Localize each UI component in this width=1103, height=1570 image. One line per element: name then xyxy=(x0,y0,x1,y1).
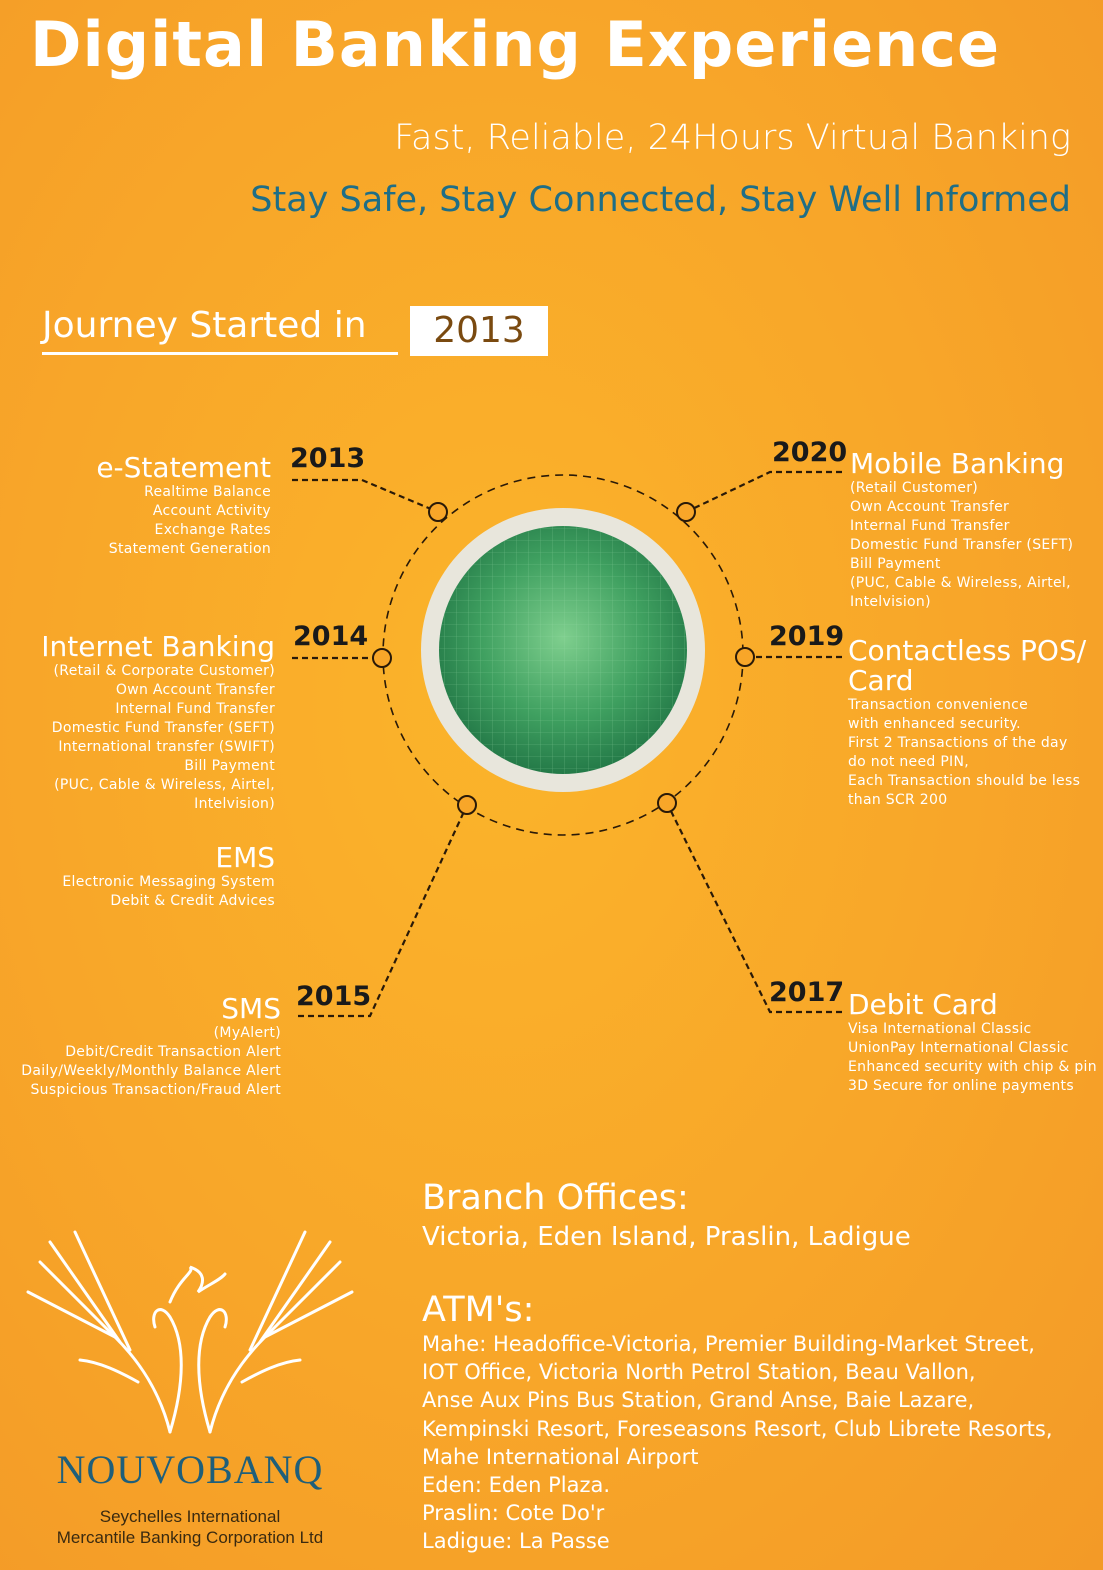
atm-line: Mahe: Headoffice-Victoria, Premier Building-Market Street, xyxy=(422,1332,1035,1356)
node-2019 xyxy=(736,648,754,666)
ems-block xyxy=(62,843,275,911)
feature-line: Exchange Rates xyxy=(154,522,271,538)
atm-line: Kempinski Resort, Foreseasons Resort, Club Librete Resorts, xyxy=(422,1416,1053,1441)
subtitle: Fast, Reliable, 24Hours Virtual Banking xyxy=(394,118,1071,158)
journey-label: Journey Started in xyxy=(42,305,398,355)
year-2019: 2019 xyxy=(769,621,845,652)
feature-line: (MyAlert) xyxy=(213,1025,281,1041)
atm-line: Praslin: Cote Do'r xyxy=(422,1501,605,1526)
feature-line: Internal Fund Transfer xyxy=(115,701,275,717)
feature-line: Domestic Fund Transfer (SEFT) xyxy=(850,537,1074,553)
feature-line: Own Account Transfer xyxy=(115,682,275,698)
atm-line: Anse Aux Pins Bus Station, Grand Anse, Baie Lazare, xyxy=(422,1388,975,1413)
year-2020: 2020 xyxy=(772,437,848,468)
feature-line: Internal Fund Transfer xyxy=(850,518,1010,534)
node-2013 xyxy=(429,503,447,521)
debit-block xyxy=(848,990,1097,1096)
ems-title: EMS xyxy=(215,841,275,874)
feature-line: Domestic Fund Transfer (SEFT) xyxy=(51,720,275,736)
feature-line: Transaction convenience xyxy=(848,697,1029,713)
sms-title: SMS xyxy=(221,992,281,1025)
estatement-title: e-Statement xyxy=(96,451,271,484)
atm-line: IOT Office, Victoria North Petrol Station, Beau Vallon, xyxy=(422,1360,976,1385)
year-2013: 2013 xyxy=(290,443,366,474)
feature-line: Each Transaction should be less xyxy=(848,773,1081,789)
mobile-title: Mobile Banking xyxy=(850,447,1065,480)
brand-subtitle-line2: Mercantile Banking Corporation Ltd xyxy=(56,1528,324,1547)
feature-line: (Retail Customer) xyxy=(850,480,979,496)
feature-line: do not need PIN, xyxy=(848,754,970,770)
ems-lines xyxy=(62,873,275,911)
page-title: Digital Banking Experience xyxy=(30,8,1001,81)
hands-logo-icon xyxy=(20,1222,360,1452)
branch-offices-heading: Branch Offices: xyxy=(422,1178,689,1218)
feature-line: Intelvision) xyxy=(850,594,931,610)
branch-offices-list: Victoria, Eden Island, Praslin, Ladigue xyxy=(422,1222,911,1252)
atm-line: Eden: Eden Plaza. xyxy=(422,1473,611,1498)
globe-icon xyxy=(421,508,705,792)
feature-line: Electronic Messaging System xyxy=(62,874,275,890)
feature-line: Debit & Credit Advices xyxy=(110,893,275,909)
feature-line: Suspicious Transaction/Fraud Alert xyxy=(30,1082,281,1098)
feature-line: (PUC, Cable & Wireless, Airtel, xyxy=(54,777,275,793)
mobile-block xyxy=(850,449,1073,612)
feature-line: Account Activity xyxy=(152,503,271,519)
feature-line: Visa International Classic xyxy=(848,1021,1032,1037)
contactless-lines xyxy=(848,696,1086,810)
feature-line: with enhanced security. xyxy=(848,716,1021,732)
estatement-block xyxy=(96,453,271,559)
year-2014: 2014 xyxy=(293,621,369,652)
feature-line: International transfer (SWIFT) xyxy=(58,739,275,755)
internet-lines xyxy=(41,662,275,814)
feature-line: Statement Generation xyxy=(108,541,271,557)
feature-line: Own Account Transfer xyxy=(850,499,1010,515)
contactless-title-line2: Card xyxy=(848,664,914,697)
connector-2020 xyxy=(686,472,842,512)
year-2017: 2017 xyxy=(769,977,845,1008)
feature-line: Intelvision) xyxy=(194,796,275,812)
atm-line: Mahe International Airport xyxy=(422,1444,699,1469)
atm-heading: ATM's: xyxy=(422,1290,535,1330)
brand-name: NOUVOBANQ xyxy=(56,1447,324,1492)
sms-lines xyxy=(21,1024,281,1100)
debit-title: Debit Card xyxy=(848,988,998,1021)
internet-title: Internet Banking xyxy=(41,630,275,663)
feature-line: Realtime Balance xyxy=(144,484,271,500)
node-2015 xyxy=(458,796,476,814)
debit-lines xyxy=(848,1020,1097,1096)
feature-line: than SCR 200 xyxy=(848,792,948,808)
feature-line: Enhanced security with chip & pin xyxy=(848,1059,1097,1075)
feature-line: 3D Secure for online payments xyxy=(848,1078,1074,1094)
atm-line: Ladigue: La Passe xyxy=(422,1529,610,1554)
feature-line: Debit/Credit Transaction Alert xyxy=(65,1044,281,1060)
sms-block xyxy=(21,994,281,1100)
contactless-title-line1: Contactless POS/ xyxy=(848,634,1087,667)
feature-line: Daily/Weekly/Monthly Balance Alert xyxy=(21,1063,281,1079)
estatement-lines xyxy=(96,483,271,559)
brand-subtitle xyxy=(25,1506,355,1548)
mobile-lines xyxy=(850,479,1073,612)
feature-line: (Retail & Corporate Customer) xyxy=(53,663,275,679)
contactless-block xyxy=(848,636,1086,810)
node-2017 xyxy=(658,794,676,812)
brand-subtitle-line1: Seychelles International xyxy=(99,1507,281,1526)
node-2020 xyxy=(677,503,695,521)
feature-line: UnionPay International Classic xyxy=(848,1040,1069,1056)
feature-line: First 2 Transactions of the day xyxy=(848,735,1068,751)
connector-2013 xyxy=(292,480,438,512)
internet-block xyxy=(41,632,275,814)
atm-list xyxy=(422,1330,1053,1556)
feature-line: Bill Payment xyxy=(184,758,275,774)
journey-year-box: 2013 xyxy=(410,306,548,356)
feature-line: (PUC, Cable & Wireless, Airtel, xyxy=(850,575,1071,591)
feature-line: Bill Payment xyxy=(850,556,941,572)
tagline: Stay Safe, Stay Connected, Stay Well Informed xyxy=(250,180,1071,220)
node-2014 xyxy=(373,649,391,667)
year-2015: 2015 xyxy=(296,981,372,1012)
